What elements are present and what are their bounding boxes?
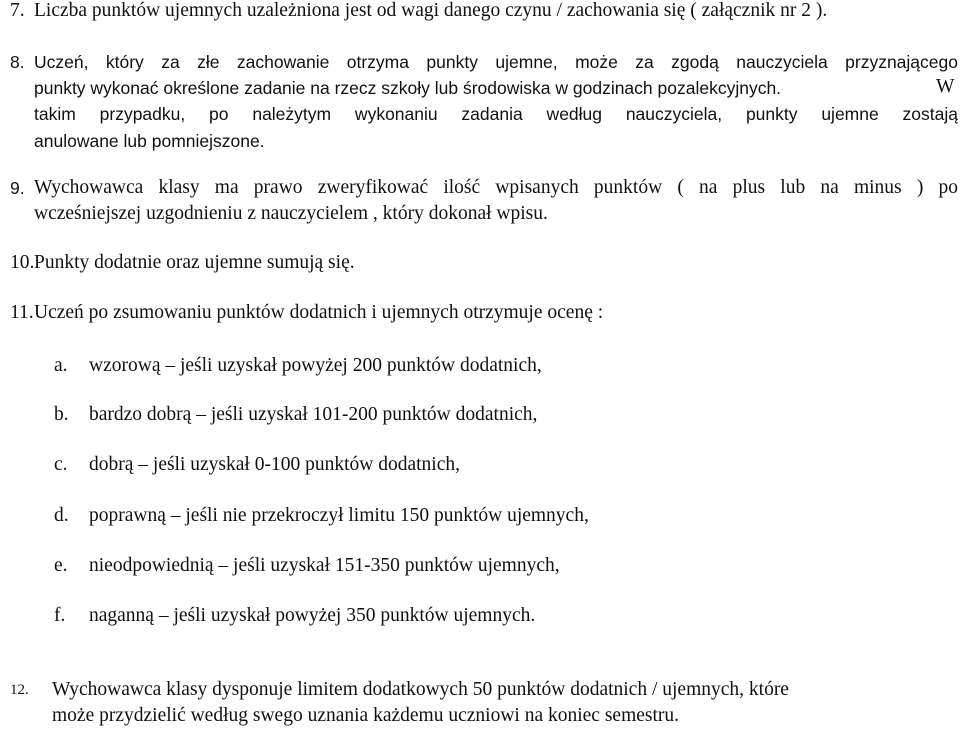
grade-letter: f.: [54, 605, 66, 626]
item-line: może przydzielić według swego uznania każdemu uczniowi na koniec semestru.: [52, 705, 680, 726]
grade-text: naganną – jeśli uzyskał powyżej 350 punktów ujemnych.: [89, 605, 536, 626]
item-number: 10.: [10, 252, 35, 273]
item-line: Wychowawca klasy dysponuje limitem dodatkowych 50 punktów dodatnich / ujemnych, które: [52, 679, 789, 700]
grade-letter: e.: [54, 555, 68, 576]
grade-letter: c.: [54, 454, 68, 475]
item-line: takim przypadku, po należytym wykonaniu zadania według nauczyciela, punkty ujemne zostają: [34, 104, 958, 124]
item-number: 8.: [10, 52, 25, 72]
grade-text: poprawną – jeśli nie przekroczył limitu 150 punktów ujemnych,: [89, 505, 589, 526]
grade-text: nieodpowiednią – jeśli uzyskał 151-350 punktów ujemnych,: [89, 555, 560, 576]
grade-text: wzorową – jeśli uzyskał powyżej 200 punktów dodatnich,: [89, 355, 542, 376]
item-text: Punkty dodatnie oraz ujemne sumują się.: [34, 252, 355, 273]
grade-text: dobrą – jeśli uzyskał 0-100 punktów dodatnich,: [89, 454, 460, 475]
item-line: anulowane lub pomniejszone.: [34, 131, 265, 151]
grade-letter: b.: [54, 404, 69, 425]
item-number: 11.: [10, 302, 34, 323]
item-number: 12.: [10, 682, 29, 698]
item-line: wcześniejszej uzgodnieniu z nauczycielem , który dokonał wpisu.: [34, 203, 548, 224]
grade-letter: d.: [54, 505, 69, 526]
item-line: punkty wykonać określone zadanie na rzecz szkoły lub środowiska w godzinach pozalekcyjnych.: [34, 78, 782, 98]
item-number: 9.: [10, 178, 25, 198]
item-text: Liczba punktów ujemnych uzależniona jest od wagi danego czynu / zachowania się ( załącznik nr 2 ).: [34, 0, 828, 21]
grade-letter: a.: [54, 355, 68, 376]
item-text: Uczeń po zsumowaniu punktów dodatnich i ujemnych otrzymuje ocenę :: [34, 302, 604, 323]
item-number: 7.: [10, 0, 25, 21]
item-line: W: [936, 76, 955, 97]
item-line: Uczeń, który za złe zachowanie otrzyma punkty ujemne, może za zgodą nauczyciela przyznającego: [34, 52, 958, 72]
item-line: Wychowawca klasy ma prawo zweryfikować ilość wpisanych punktów ( na plus lub na minus ) po: [34, 177, 958, 198]
grade-text: bardzo dobrą – jeśli uzyskał 101-200 punktów dodatnich,: [89, 404, 538, 425]
